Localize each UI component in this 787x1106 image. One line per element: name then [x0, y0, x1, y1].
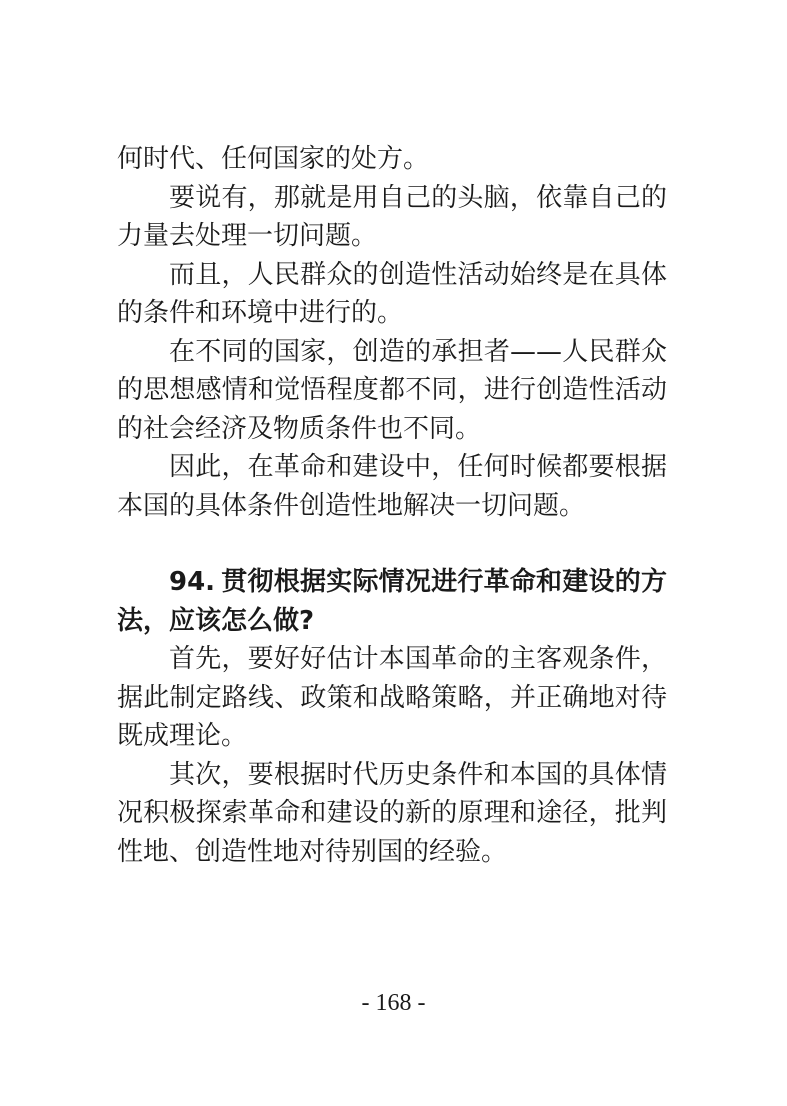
section-heading — [117, 563, 667, 640]
paragraph: 要说有，那就是用自己的头脑，依靠自己的力量去处理一切问题。 — [117, 182, 667, 251]
page-number: - 168 - — [361, 990, 426, 1016]
paragraph: 何时代、任何国家的处方。 — [117, 144, 430, 174]
paragraph: 而且，人民群众的创造性活动始终是在具体的条件和环境中进行的。 — [117, 259, 667, 328]
paragraph: 因此，在革命和建设中，任何时候都要根据本国的具体条件创造性地解决一切问题。 — [117, 452, 667, 521]
body-text — [117, 140, 667, 871]
heading-number: 94. — [169, 567, 216, 597]
paragraph: 首先，要好好估计本国革命的主客观条件，据此制定路线、政策和战略策略，并正确地对待既成理论。 — [117, 644, 667, 751]
paragraph: 其次，要根据时代历史条件和本国的具体情况积极探索革命和建设的新的原理和途径，批判性地、创造性地对待别国的经验。 — [117, 759, 667, 867]
paragraph: 在不同的国家，创造的承担者——人民群众的思想感情和觉悟程度都不同，进行创造性活动的社会经济及物质条件也不同。 — [117, 336, 667, 444]
heading-text: 贯彻根据实际情况进行革命和建设的方法，应该怎么做? — [117, 567, 667, 636]
